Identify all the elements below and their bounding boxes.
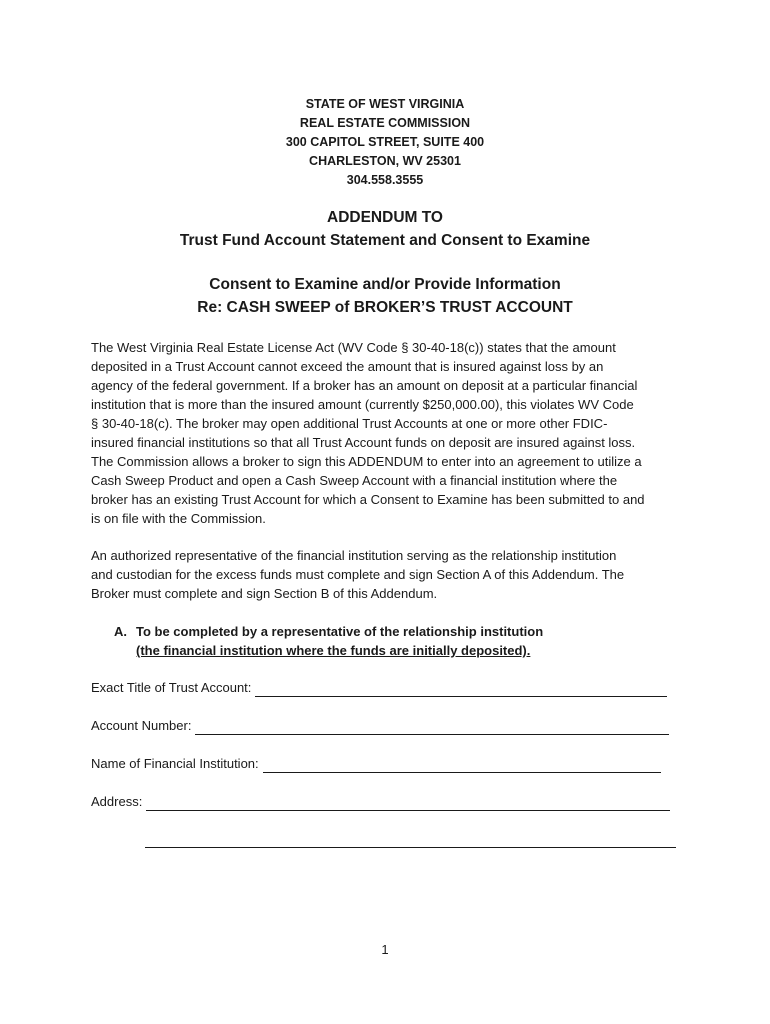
paragraph-line: Cash Sweep Product and open a Cash Sweep Account with a financial institution where the [91,473,618,488]
paragraph-line: The Commission allows a broker to sign this ADDENDUM to enter into an agreement to utilize a [91,454,642,469]
document-title [0,206,770,319]
financial-institution-field[interactable] [263,758,661,773]
trust-account-title-row [91,678,667,697]
header-line-phone: 304.558.3555 [346,173,424,187]
address-label: Address: [91,794,143,809]
address-field-line-2[interactable] [145,846,676,848]
section-a-heading [114,622,543,660]
financial-institution-label: Name of Financial Institution: [91,756,259,771]
statute-paragraph [91,338,691,528]
header-line-city: CHARLESTON, WV 25301 [309,154,461,168]
title-consent: Consent to Examine and/or Provide Information [209,276,561,293]
paragraph-line: and custodian for the excess funds must complete and sign Section A of this Addendum. The [91,567,625,582]
trust-account-title-field[interactable] [255,682,667,697]
paragraph-line: broker has an existing Trust Account for which a Consent to Examine has been submitted to and [91,492,645,507]
commission-header [0,95,770,190]
title-cash-sweep: Re: CASH SWEEP of BROKER’S TRUST ACCOUNT [197,299,573,316]
paragraph-line: insured financial institutions so that all Trust Account funds on deposit are insured against loss. [91,435,636,450]
section-a-title: To be completed by a representative of the relationship institution [136,624,544,639]
header-line-commission: REAL ESTATE COMMISSION [299,116,471,130]
title-spacer [0,252,770,273]
paragraph-line: deposited in a Trust Account cannot exceed the amount that is insured against loss by an [91,359,604,374]
title-trust-fund: Trust Fund Account Statement and Consent to Examine [179,232,591,249]
page-number: 1 [381,942,389,957]
paragraph-line: The West Virginia Real Estate License Act (WV Code § 30-40-18(c)) states that the amount [91,340,616,355]
header-line-state: STATE OF WEST VIRGINIA [305,97,465,111]
account-number-field[interactable] [195,720,669,735]
paragraph-line: agency of the federal government. If a broker has an amount on deposit at a particular financial [91,378,638,393]
address-row [91,792,670,811]
title-addendum: ADDENDUM TO [327,209,443,226]
instructions-paragraph [91,546,691,603]
financial-institution-row [91,754,661,773]
paragraph-line: § 30-40-18(c). The broker may open additional Trust Accounts at one or more other FDIC- [91,416,608,431]
trust-account-title-label: Exact Title of Trust Account: [91,680,252,695]
account-number-label: Account Number: [91,718,192,733]
section-a-letter: A. [114,624,127,639]
paragraph-line: institution that is more than the insured amount (currently $250,000.00), this violates WV Code [91,397,634,412]
paragraph-line: is on file with the Commission. [91,511,266,526]
paragraph-line: Broker must complete and sign Section B of this Addendum. [91,586,438,601]
paragraph-line: An authorized representative of the financial institution serving as the relationship institution [91,548,617,563]
section-a-subtitle: (the financial institution where the funds are initially deposited). [136,643,531,658]
account-number-row [91,716,669,735]
address-field[interactable] [146,796,670,811]
header-line-street: 300 CAPITOL STREET, SUITE 400 [285,135,485,149]
